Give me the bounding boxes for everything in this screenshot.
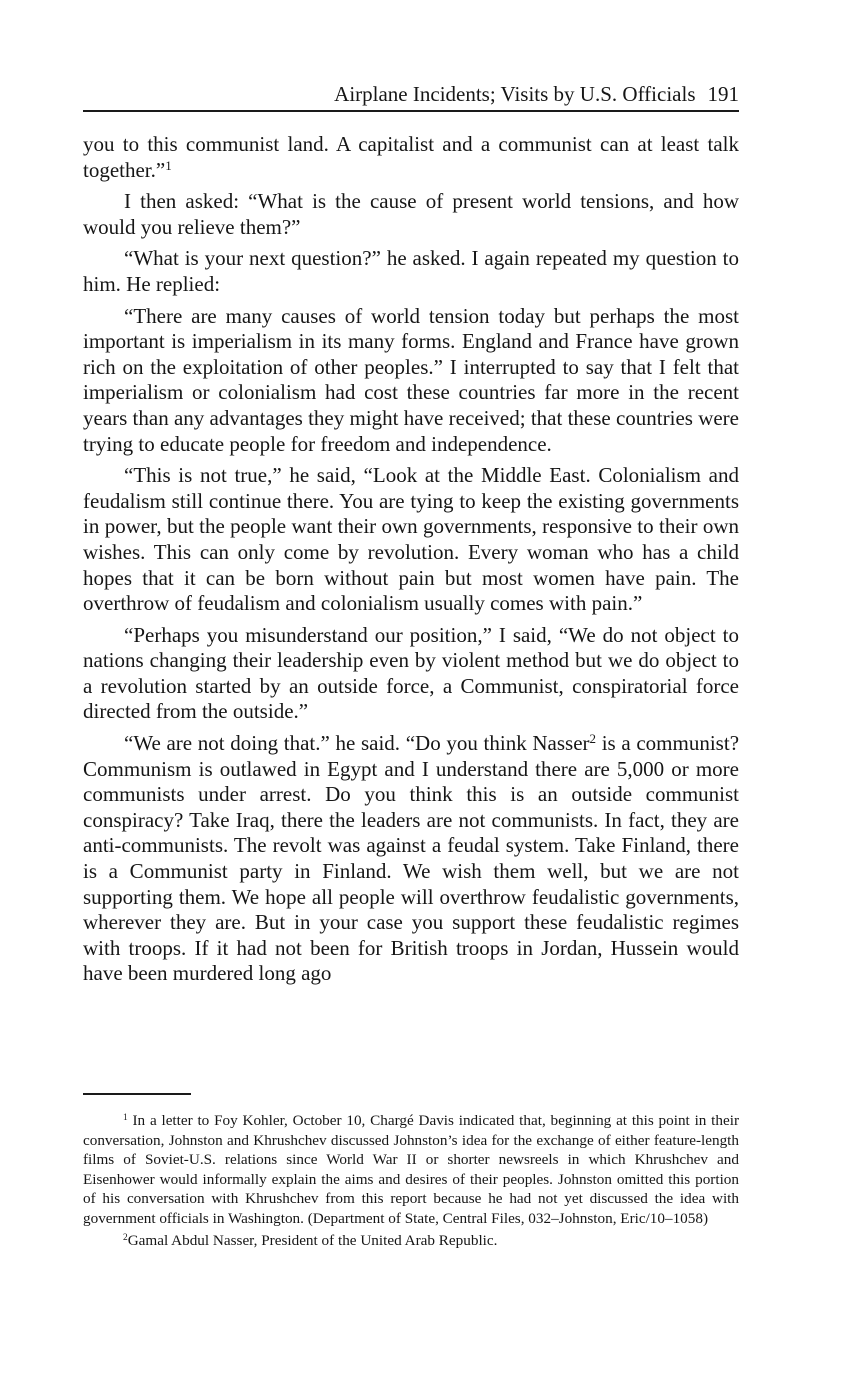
footnote-marker-1: 1 — [123, 1112, 128, 1123]
paragraph-6: “Perhaps you misunderstand our position,” I said, “We do not object to nations changing their leadership even by violent method but we do object to a revolution started by an outside force, a Communist, conspiratorial force directed from the outside.” — [83, 622, 739, 724]
header-rule — [83, 110, 739, 112]
running-header — [83, 80, 739, 108]
footnote-ref-2: 2 — [589, 730, 597, 746]
footnote-1: $^1$ In a letter to Foy Kohler, October 10, Chargé Davis indicated that, beginning at this point in their conversation, Johnston and Khrushchev discussed Johnston’s idea for the exchange of either feature-length films of Soviet-U.S. relations since World War II or shorter newsreels in which Khrushchev and Eisenhower would informally explain the aims and desires of their peoples. Johnston omitted this portion of his conversation with Khrushchev from this report because he had not yet discussed the idea with government officials in Washington. (Department of State, Central Files, 032–Johnston, Eric/10–1058) — [83, 1112, 740, 1227]
footnote-ref-1: 1 — [165, 157, 172, 173]
page-number: 191 — [707, 82, 739, 106]
paragraph-2: I then asked: “What is the cause of present world tensions, and how would you relieve them?” — [83, 189, 739, 239]
footnote-marker-2: 2 — [123, 1232, 128, 1243]
paragraph-3: “What is your next question?” he asked. I again repeated my question to him. He replied: — [83, 246, 739, 296]
paragraph-4: “There are many causes of world tension today but perhaps the most important is imperialism in its many forms. England and France have grown rich on the exploitation of other peoples.” I interrupted to say that I felt that imperialism or colonialism had cost these countries far more in the recent years than any advantages they might have received; that these countries were trying to educate people for freedom and independence. — [83, 303, 739, 456]
running-title: Airplane Incidents; Visits by U.S. Officials — [334, 82, 696, 106]
paragraph-5: “This is not true,” he said, “Look at the Middle East. Colonialism and feudalism still continue there. You are tying to keep the existing governments in power, but the people want their own governments, responsive to their own wishes. This can only come by revolution. Every woman who has a child hopes that it can be born without pain but most women have pain. The overthrow of feudalism and colonialism usually comes with pain.” — [83, 463, 739, 616]
paragraph-7: “We are not doing that.” he said. “Do you think Nasser$^2$ is a communist? Communism is outlawed in Egypt and I understand there are 5,000 or more communists under arrest. Do you think this is an outside communist conspiracy? Take Iraq, there the leaders are not communists. In fact, they are anti-communists. The revolt was against a feudal system. Take Finland, there is a Communist party in Finland. We wish them well, but we are not supporting them. We hope all people will overthrow feudalistic governments, wherever they are. But in your case you support these feudalistic regimes with troops. If it had not been for British troops in Jordan, Hussein would have been murdered long ago — [83, 730, 740, 986]
footnote-2: $^2$Gamal Abdul Nasser, President of the United Arab Republic. — [123, 1231, 498, 1249]
paragraph-1: you to this communist land. A capitalist and a communist can at least talk together.”$^1$ — [83, 132, 739, 182]
footnote-rule — [83, 1093, 191, 1095]
footnotes — [83, 1111, 739, 1252]
body-text — [83, 132, 739, 993]
